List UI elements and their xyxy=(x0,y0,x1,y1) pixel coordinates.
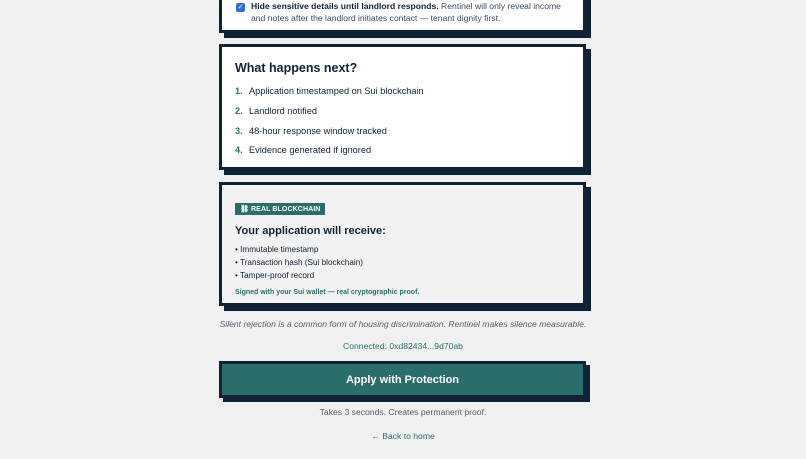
step-number: 1. xyxy=(235,86,243,96)
blockchain-title: Your application will receive: xyxy=(235,225,386,237)
receive-list xyxy=(235,245,570,285)
next-steps-title: What happens next? xyxy=(235,61,358,75)
step-number: 2. xyxy=(235,105,243,116)
list-item xyxy=(235,86,570,106)
back-to-home-link[interactable]: ← Back to home xyxy=(371,431,435,441)
real-blockchain-badge: ⛓ REAL BLOCKCHAIN xyxy=(235,203,325,215)
privacy-option-card xyxy=(219,0,586,33)
apply-note: Takes 3 seconds. Creates permanent proof. xyxy=(319,407,487,417)
privacy-option-body: Rentinel will only reveal income and notes after the landlord initiates contact — tenant dignity first. xyxy=(251,1,561,23)
step-text: Application timestamped on Sui blockchain xyxy=(249,86,424,96)
list-item xyxy=(235,106,570,126)
wallet-connected-status: Connected: 0xd82434...9d70ab xyxy=(343,341,463,351)
list-item: • Transaction hash (Sui blockchain) xyxy=(235,258,364,268)
disclaimer-text: Silent rejection is a common form of housing discrimination. Rentinel makes silence measurable. xyxy=(219,319,587,329)
blockchain-card xyxy=(219,182,586,306)
checkbox-checked-icon[interactable]: ✓ xyxy=(237,4,244,11)
next-steps-list xyxy=(235,86,570,165)
privacy-option-label xyxy=(251,1,569,24)
step-text: 48-hour response window tracked xyxy=(249,125,387,136)
next-steps-card xyxy=(219,44,586,170)
signed-note: Signed with your Sui wallet — real cryptographic proof. xyxy=(235,288,420,296)
step-number: 3. xyxy=(235,125,243,136)
list-item xyxy=(235,126,570,146)
step-text: Landlord notified xyxy=(249,105,317,116)
list-item: • Tamper-proof record xyxy=(235,271,315,281)
privacy-option-bold: Hide sensitive details until landlord responds. xyxy=(251,1,439,11)
step-number: 4. xyxy=(235,145,243,156)
list-item: • Immutable timestamp xyxy=(235,245,319,254)
apply-with-protection-button[interactable]: Apply with Protection xyxy=(219,361,586,398)
list-item xyxy=(235,145,570,165)
step-text: Evidence generated if ignored xyxy=(249,145,372,156)
privacy-checkbox-row[interactable] xyxy=(236,1,569,24)
